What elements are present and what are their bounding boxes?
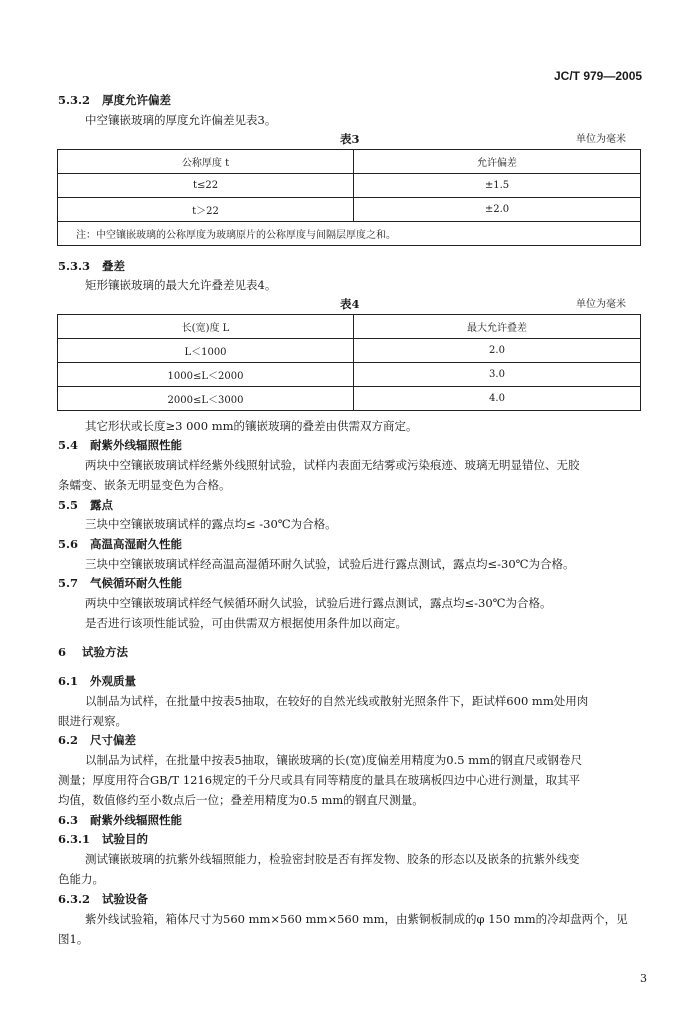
section-6-1-heading [58, 674, 136, 688]
section-title: 高温高湿耐久性能 [90, 537, 183, 551]
section-number: 5.3.3 [58, 259, 91, 273]
section-number: 5.3.2 [58, 93, 91, 107]
paragraph-line: 三块中空镶嵌玻璃试样经高温高湿循环耐久试验，试验后进行露点测试，露点均≤-30℃为合格。 [85, 557, 575, 571]
section-number: 5.7 [58, 576, 79, 590]
section-number: 5.4 [58, 438, 79, 452]
section-5-3-3-text: 矩形镶嵌玻璃的最大允许叠差见表4。 [85, 278, 277, 292]
table-cell: t＞22 [58, 198, 354, 222]
table4-followup-text: 其它形状或长度≥3 000 mm的镶嵌玻璃的叠差由供需双方商定。 [85, 419, 418, 433]
section-5-7-heading [58, 576, 182, 590]
table-header-cell: 最大允许叠差 [354, 315, 641, 339]
section-number: 6.3.1 [58, 832, 91, 846]
section-number: 6 [58, 645, 67, 659]
table-cell: 2.0 [354, 339, 641, 363]
table-row [58, 174, 641, 198]
section-number: 6.3 [58, 813, 79, 827]
section-title: 尺寸偏差 [90, 733, 137, 747]
section-title: 厚度允许偏差 [102, 93, 172, 107]
section-number: 6.1 [58, 674, 79, 688]
table-cell: t≤22 [58, 174, 354, 198]
paragraph-line: 两块中空镶嵌玻璃试样经紫外线照射试验，试样内表面无结雾或污染痕迹、玻璃无明显错位、无胶 [85, 458, 580, 472]
table-row [58, 339, 641, 363]
paragraph-line: 是否进行该项性能试验，可由供需双方根据使用条件加以商定。 [85, 616, 407, 630]
table-note-row [58, 222, 641, 246]
section-number: 6.2 [58, 733, 79, 747]
table3-caption: 表3 [340, 132, 360, 146]
paragraph-line: 以制品为试样，在批量中按表5抽取，在较好的自然光线或散射光照条件下，距试样600 mm处用肉 [85, 694, 589, 708]
document-header: JC/T 979—2005 [554, 69, 643, 83]
section-6-3-1-heading [58, 832, 148, 846]
table-cell: ±2.0 [354, 198, 641, 222]
section-number: 5.5 [58, 498, 79, 512]
table4-caption: 表4 [340, 297, 360, 311]
section-title: 试验目的 [102, 832, 149, 846]
section-5-3-2-text: 中空镶嵌玻璃的厚度允许偏差见表3。 [85, 113, 277, 127]
section-title: 气候循环耐久性能 [90, 576, 183, 590]
section-6-3-heading [58, 813, 182, 827]
section-number: 5.6 [58, 537, 79, 551]
paragraph-line: 均值，数值修约至小数点后一位；叠差用精度为0.5 mm的钢直尺测量。 [58, 793, 424, 807]
paragraph-line: 测量；厚度用符合GB/T 1216规定的千分尺或具有同等精度的量具在玻璃板四边中心进行测量，取其平 [58, 773, 581, 787]
section-5-3-2-heading [58, 93, 171, 107]
paragraph-line: 测试镶嵌玻璃的抗紫外线辐照能力，检验密封胶是否有挥发物、胶条的形态以及嵌条的抗紫外线变 [85, 852, 580, 866]
table-cell: 4.0 [354, 387, 641, 411]
section-5-5-heading [58, 498, 113, 512]
section-title: 叠差 [102, 259, 126, 273]
paragraph-line: 色能力。 [58, 872, 104, 886]
table4 [57, 314, 641, 411]
table-header-cell: 允许偏差 [354, 150, 641, 174]
table-header-row [58, 150, 641, 174]
table3-note: 注：中空镶嵌玻璃的公称厚度为玻璃原片的公称厚度与间隔层厚度之和。 [58, 222, 641, 246]
page-number: 3 [640, 972, 647, 985]
section-6-3-2-heading [58, 892, 148, 906]
section-6-2-heading [58, 733, 136, 747]
section-title: 耐紫外线辐照性能 [90, 813, 183, 827]
table-cell: 1000≤L＜2000 [58, 363, 354, 387]
section-title: 外观质量 [90, 674, 137, 688]
section-title: 试验方法 [82, 645, 129, 659]
section-title: 露点 [90, 498, 114, 512]
section-6-heading [58, 645, 128, 659]
table-header-row [58, 315, 641, 339]
table-row [58, 363, 641, 387]
paragraph-line: 图1。 [58, 932, 89, 946]
section-5-6-heading [58, 537, 182, 551]
table-header-cell: 长(宽)度 L [58, 315, 354, 339]
table-header-cell: 公称厚度 t [58, 150, 354, 174]
table4-unit: 单位为毫米 [576, 299, 626, 310]
paragraph-line: 两块中空镶嵌玻璃试样经气候循环耐久试验，试验后进行露点测试，露点均≤-30℃为合格。 [85, 596, 552, 610]
table-cell: L＜1000 [58, 339, 354, 363]
table-cell: ±1.5 [354, 174, 641, 198]
section-5-4-heading [58, 438, 182, 452]
paragraph-line: 紫外线试验箱，箱体尺寸为560 mm×560 mm×560 mm，由紫铜板制成的φ 150 mm的冷却盘两个，见 [85, 912, 628, 926]
section-title: 耐紫外线辐照性能 [90, 438, 183, 452]
table3 [57, 149, 641, 246]
table-cell: 2000≤L＜3000 [58, 387, 354, 411]
paragraph-line: 眼进行观察。 [58, 714, 127, 728]
paragraph-line: 三块中空镶嵌玻璃试样的露点均≤ -30℃为合格。 [85, 517, 337, 531]
section-number: 6.3.2 [58, 892, 91, 906]
paragraph-line: 条蠕变、嵌条无明显变色为合格。 [58, 478, 231, 492]
section-5-3-3-heading [58, 259, 125, 273]
paragraph-line: 以制品为试样，在批量中按表5抽取，镶嵌玻璃的长(宽)度偏差用精度为0.5 mm的钢直尺或钢卷尺 [85, 753, 583, 767]
section-title: 试验设备 [102, 892, 149, 906]
table-row [58, 198, 641, 222]
table3-unit: 单位为毫米 [576, 134, 626, 145]
table-cell: 3.0 [354, 363, 641, 387]
table-row [58, 387, 641, 411]
